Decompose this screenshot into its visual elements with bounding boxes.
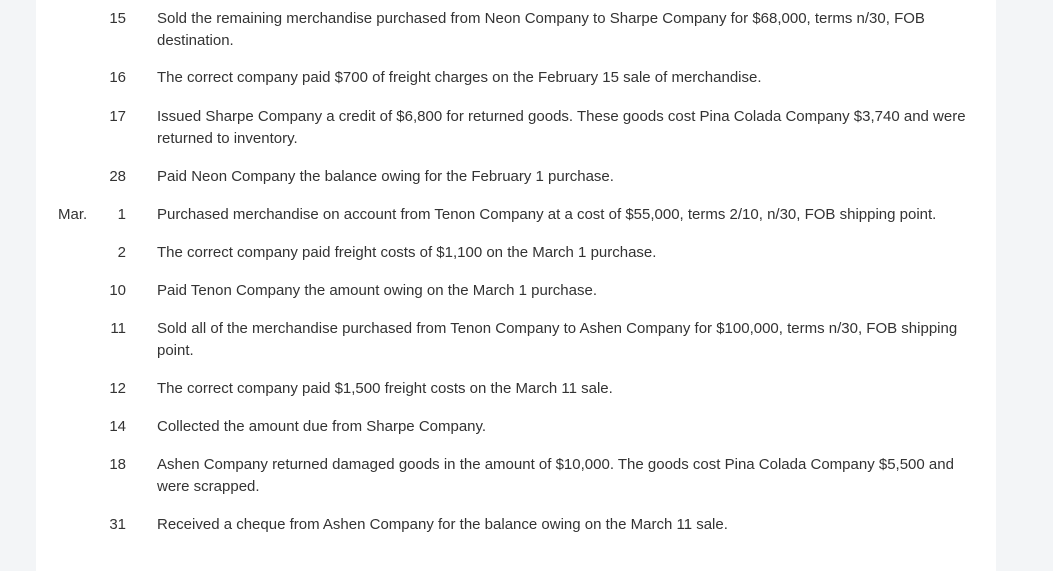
transaction-description: Purchased merchandise on account from Tenon Company at a cost of $55,000, terms 2/10, n/30, FOB shipping point.	[157, 206, 937, 223]
transaction-day: 14	[109, 418, 126, 435]
transaction-day: 2	[117, 244, 126, 261]
transaction-description: Received a cheque from Ashen Company for the balance owing on the March 11 sale.	[157, 516, 728, 533]
transaction-list	[36, 0, 996, 571]
transaction-day: 15	[109, 10, 126, 27]
transaction-day: 12	[109, 380, 126, 397]
transaction-description: The correct company paid $700 of freight charges on the February 15 sale of merchandise.	[157, 69, 762, 86]
transaction-description: Paid Neon Company the balance owing for the February 1 purchase.	[157, 168, 614, 185]
transaction-day: 31	[109, 516, 126, 533]
transaction-description: Sold all of the merchandise purchased from Tenon Company to Ashen Company for $100,000, terms n/30, FOB shipping point.	[157, 320, 958, 359]
transaction-day: 28	[109, 168, 126, 185]
transaction-day: 16	[109, 69, 126, 86]
transaction-day: 10	[109, 282, 126, 299]
transaction-description: Collected the amount due from Sharpe Company.	[157, 418, 487, 435]
transaction-description: Issued Sharpe Company a credit of $6,800 for returned goods. These goods cost Pina Colada Company $3,740 and were returned to inventory.	[157, 108, 966, 147]
transaction-description: The correct company paid freight costs of $1,100 on the March 1 purchase.	[157, 244, 657, 261]
transaction-day: 18	[109, 456, 126, 473]
transaction-description: Sold the remaining merchandise purchased from Neon Company to Sharpe Company for $68,000, terms n/30, FOB destination.	[157, 10, 925, 49]
transaction-day: 1	[117, 206, 126, 223]
transaction-description: Ashen Company returned damaged goods in the amount of $10,000. The goods cost Pina Colada Company $5,500 and were scrapped.	[157, 456, 954, 495]
transaction-description: The correct company paid $1,500 freight costs on the March 11 sale.	[157, 380, 613, 397]
transaction-day: 17	[109, 108, 126, 125]
transaction-description: Paid Tenon Company the amount owing on the March 1 purchase.	[157, 282, 597, 299]
transaction-day: 11	[110, 320, 126, 337]
transaction-month: Mar.	[58, 206, 88, 223]
